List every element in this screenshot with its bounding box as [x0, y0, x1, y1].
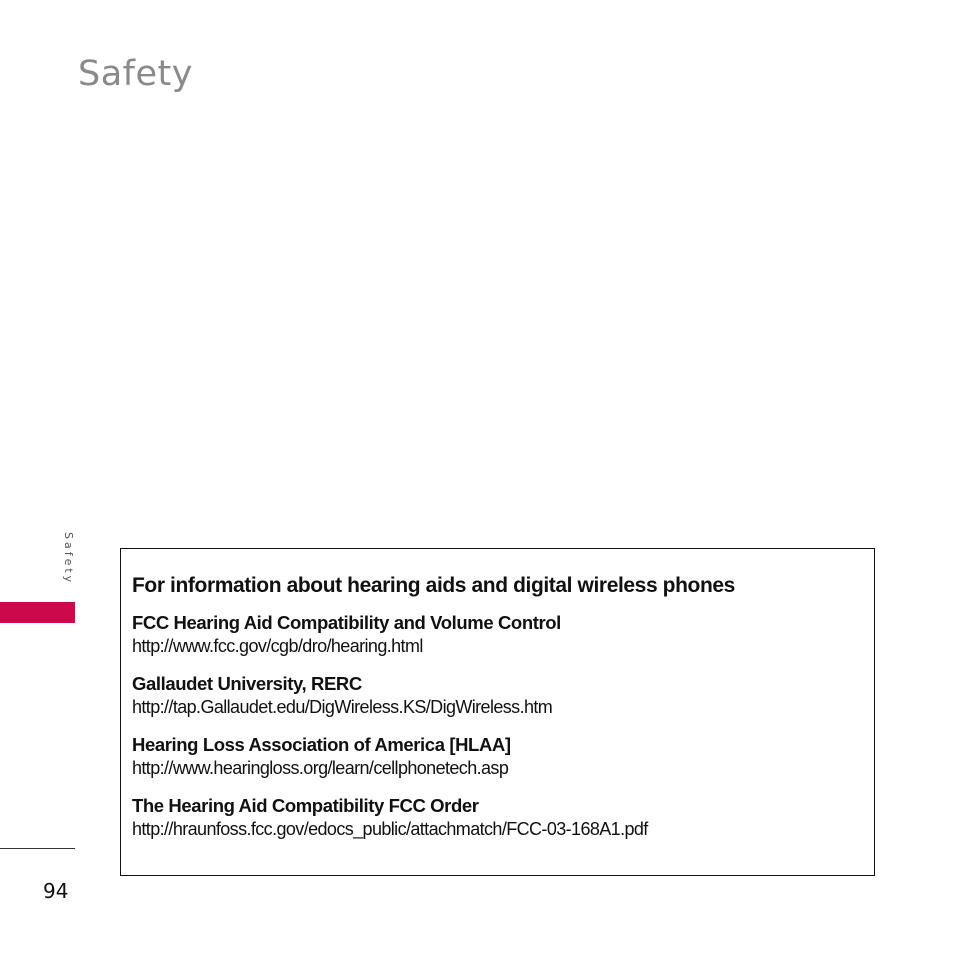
resource-item — [132, 794, 864, 842]
resource-item — [132, 733, 864, 781]
resource-name: The Hearing Aid Compatibility FCC Order — [132, 795, 479, 816]
resource-name: Hearing Loss Association of America [HLAA] — [132, 734, 511, 755]
page-title: Safety — [78, 54, 193, 94]
footer-divider — [0, 848, 75, 849]
resource-name: FCC Hearing Aid Compatibility and Volume Control — [132, 612, 561, 633]
info-box-heading: For information about hearing aids and digital wireless phones — [132, 574, 735, 597]
resource-url-link[interactable]: http://www.hearingloss.org/learn/cellphonetech.asp — [132, 758, 509, 778]
resource-item — [132, 611, 864, 659]
side-section-label: Safety — [62, 532, 75, 586]
page-number: 94 — [43, 879, 69, 903]
resource-url-link[interactable]: http://tap.Gallaudet.edu/DigWireless.KS/DigWireless.htm — [132, 697, 553, 717]
resource-url-link[interactable]: http://www.fcc.gov/cgb/dro/hearing.html — [132, 636, 423, 656]
section-tab-marker — [0, 602, 75, 623]
resource-item — [132, 672, 864, 720]
resource-url-link[interactable]: http://hraunfoss.fcc.gov/edocs_public/attachmatch/FCC-03-168A1.pdf — [132, 819, 648, 839]
hearing-aid-info-box — [120, 548, 875, 876]
resource-name: Gallaudet University, RERC — [132, 673, 362, 694]
